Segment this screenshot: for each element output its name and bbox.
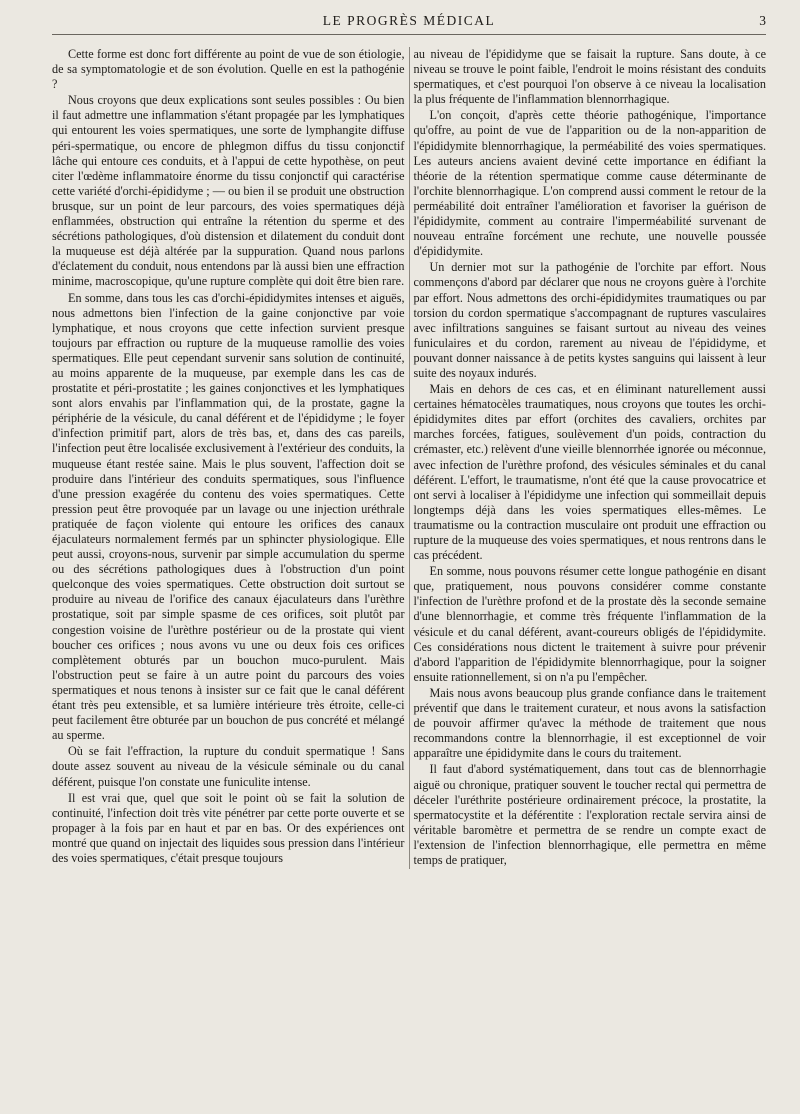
paragraph: Mais nous avons beaucoup plus grande confiance dans le traitement préventif que dans le traitement curateur, et nous avons la satisfaction de pouvoir affirmer qu'avec la méthode de traitement que nous recommandons contre la blennorrhagie, il est exceptionnel de voir apparaître une épididymite dans le cours du traitement. — [413, 685, 766, 761]
page-number: 3 — [759, 13, 766, 28]
paragraph: Cette forme est donc fort différente au point de vue de son étiologie, de sa symptomatologie et de son évolution. Quelle en est la pathogénie ? — [52, 47, 405, 92]
paragraph: L'on conçoit, d'après cette théorie pathogénique, l'importance qu'offre, au point de vue de l'apparition ou de la non-apparition de l'épididymite blennorrhagique, la perméabilité des voies spermatiques. Les auteurs anciens avaient deviné cette importance en édifiant la théorie de la rétention spermatique comme cause déterminante de l'orchite blennorrhagique. L'on comprend aussi comment le retour de la perméabilité doit entraîner l'amélioration et favoriser la guérison de l'épididymite, comment au contraire l'imperméabilité survenant de nouveau entraîne forcément une rechute, une nouvelle poussée d'épididymite. — [413, 108, 766, 259]
paragraph: Où se fait l'effraction, la rupture du conduit spermatique ! Sans doute assez souvent au niveau de la vésicule séminale ou du canal déférent, puisque l'on constate une funiculite intense. — [52, 744, 405, 789]
paragraph: Nous croyons que deux explications sont seules possibles : Ou bien il faut admettre une inflammation s'étant propagée par les lymphatiques qui entourent les voies spermatiques, une sorte de lymphangite diffuse péri-spermatique, ou encore de phlegmon diffus du tissu conjonctif lâche qui entoure ces conduits, et à l'appui de cette hypothèse, on peut citer l'œdème inflammatoire énorme du tissu conjonctif qui caractérise cette variété d'orchi-épididyme ; — ou bien il se produit une obstruction brusque, sur un point de leur parcours, des voies spermatiques déjà enflammées, obstruction qui entraîne la rétention du sperme et des sécrétions pathologiques, d'où distension et dilatement du conduit dont la muqueuse est déjà altérée par la suppuration. Quand nous parlons d'éclatement du conduit, nous entendons par là aussi bien une effraction minime, macroscopique, qu'une rupture complète qui doit être bien rare. — [52, 93, 405, 289]
paragraph: Mais en dehors de ces cas, et en éliminant naturellement aussi certaines hématocèles traumatiques, nous croyons que toutes les orchi-épididymites dites par effort (orchites des cavaliers, orchites par marches forcées, fatigues, soulèvement d'un poids, contraction du crémaster, etc.) relèvent d'une vieille blennorrhée ignorée ou méconnue, avec infection de l'urèthre profond, des vésicules séminales et du canal déférent. L'effort, le traumatisme, n'ont été que la cause provocatrice et ont servi à localiser à l'épididyme une infection qui sommeillait depuis longtemps déjà dans les voies spermatiques elles-mêmes. Le traumatisme ou la contraction musculaire ont produit une effraction ou rupture de la muqueuse des voies spermatiques, et nous rentrons dans le cas précédent. — [413, 382, 766, 563]
left-column — [52, 47, 405, 869]
running-header — [52, 8, 766, 35]
paragraph: Il faut d'abord systématiquement, dans tout cas de blennorrhagie aiguë ou chronique, pratiquer souvent le toucher rectal qui permettra de déceler l'uréthrite postérieure ordinairement précoce, la prostatite, la spermatocystite et la déférentite : l'exploration rectale servira ainsi de véritable baromètre et permettra de se rendre un compte exact de l'extension de l'infection blennorrhagique, elle permettra en même temps de pratiquer, — [413, 762, 766, 867]
paragraph: Il est vrai que, quel que soit le point où se fait la solution de continuité, l'infection doit très vite pénétrer par cette porte ouverte et se propager à la fois par en haut et par en bas. Or des expériences ont montré que quand on injectait des liquides sous pression dans l'intérieur des voies spermatiques, c'était presque toujours — [52, 790, 405, 865]
text-columns — [52, 47, 766, 869]
journal-title: LE PROGRÈS MÉDICAL — [322, 13, 496, 28]
paragraph: au niveau de l'épididyme que se faisait la rupture. Sans doute, à ce niveau se trouve le point faible, l'endroit le moins résistant des conduits spermatiques, et c'est pourquoi l'on observe à ce niveau la localisation la plus fréquente de l'inflammation blennorrhagique. — [413, 47, 766, 107]
right-column — [414, 47, 767, 869]
paragraph: En somme, dans tous les cas d'orchi-épididymites intenses et aiguës, nous admettons bien l'infection de la gaine conjonctive par voie lymphatique, et nous croyons que cette infection survient presque toujours par effraction ou rupture de la muqueuse ramollie des voies spermatiques. Elle peut cependant survenir sans solution de continuité, au moins apparente de la muqueuse, par exemple dans les cas de prostatite et péri-prostatite ; les gaines conjonctives et les lymphatiques sont alors envahis par l'inflammation qui, de la prostate, gagne la périphérie de la vésicule, du canal déférent et de l'épididyme ; le foyer d'infection primitif part, alors de très bas, et, dans des cas pareils, l'infection peut être localisée exclusivement à l'extérieur des conduits, la muqueuse étant restée saine. Mais le plus souvent, l'affection doit se produire dans l'intérieur des conduits spermatiques, sous l'influence d'une pression exagérée du contenu des voies spermatiques. Cette pression peut être provoquée par un lavage ou une injection uréthrale pratiquée de façon violente qui entoure les orifices des canaux éjaculateurs normalement fermés par un sphincter physiologique. Elle peut aussi, croyons-nous, survenir par simple accumulation du sperme ou des sécrétions pathologiques dues à l'obstruction d'un point quelconque des voies spermatiques. Cette obstruction doit surtout se produire au niveau de l'orifice des canaux éjaculateurs dans l'urèthre prostatique, soit par simple spasme de ces orifices, soit plutôt par congestion voisine de l'urèthre postérieur ou de la prostate qui vient boucher ces orifices ; nous avons vu une ou deux fois ces orifices complètement obturés par un bouchon muco-purulent. Mais l'obstruction peut se faire à un autre point du parcours des voies spermatiques et nous tenons à insister sur ce fait que le canal déférent étant très peu extensible, et sa lumière intérieure très étroite, celle-ci peut facilement être obturée par un bouchon de pus concrété et mélangé au sperme. — [52, 290, 405, 743]
paragraph: Un dernier mot sur la pathogénie de l'orchite par effort. Nous commençons d'abord par déclarer que nous ne croyons guère à l'orchite par effort. Nous admettons des orchi-épididymites traumatiques ou par torsion du cordon spermatique s'accompagnant de ruptures vasculaires avec infiltrations sanguines se faisant surtout au niveau des veines funiculaires et du cordon, rarement au niveau de l'épididyme, et pouvant donner naissance à de petits kystes sanguins qui laissent à leur suite des noyaux indurés. — [413, 260, 766, 380]
paragraph: En somme, nous pouvons résumer cette longue pathogénie en disant que, pratiquement, nous pouvons considérer comme constante l'infection de l'urèthre profond et de la prostate dès la seconde semaine d'une blennorrhagie, et comme très fréquente l'inflammation de la vésicule et du canal déférent, avant-coureurs obligés de l'épididymite. Ces considérations nous dictent le traitement à suivre pour prévenir d'abord l'apparition de l'épididymite blennorrhagique, pour la soigner ensuite rationnellement, si on n'a pu l'empêcher. — [413, 564, 766, 684]
column-divider — [409, 47, 410, 869]
